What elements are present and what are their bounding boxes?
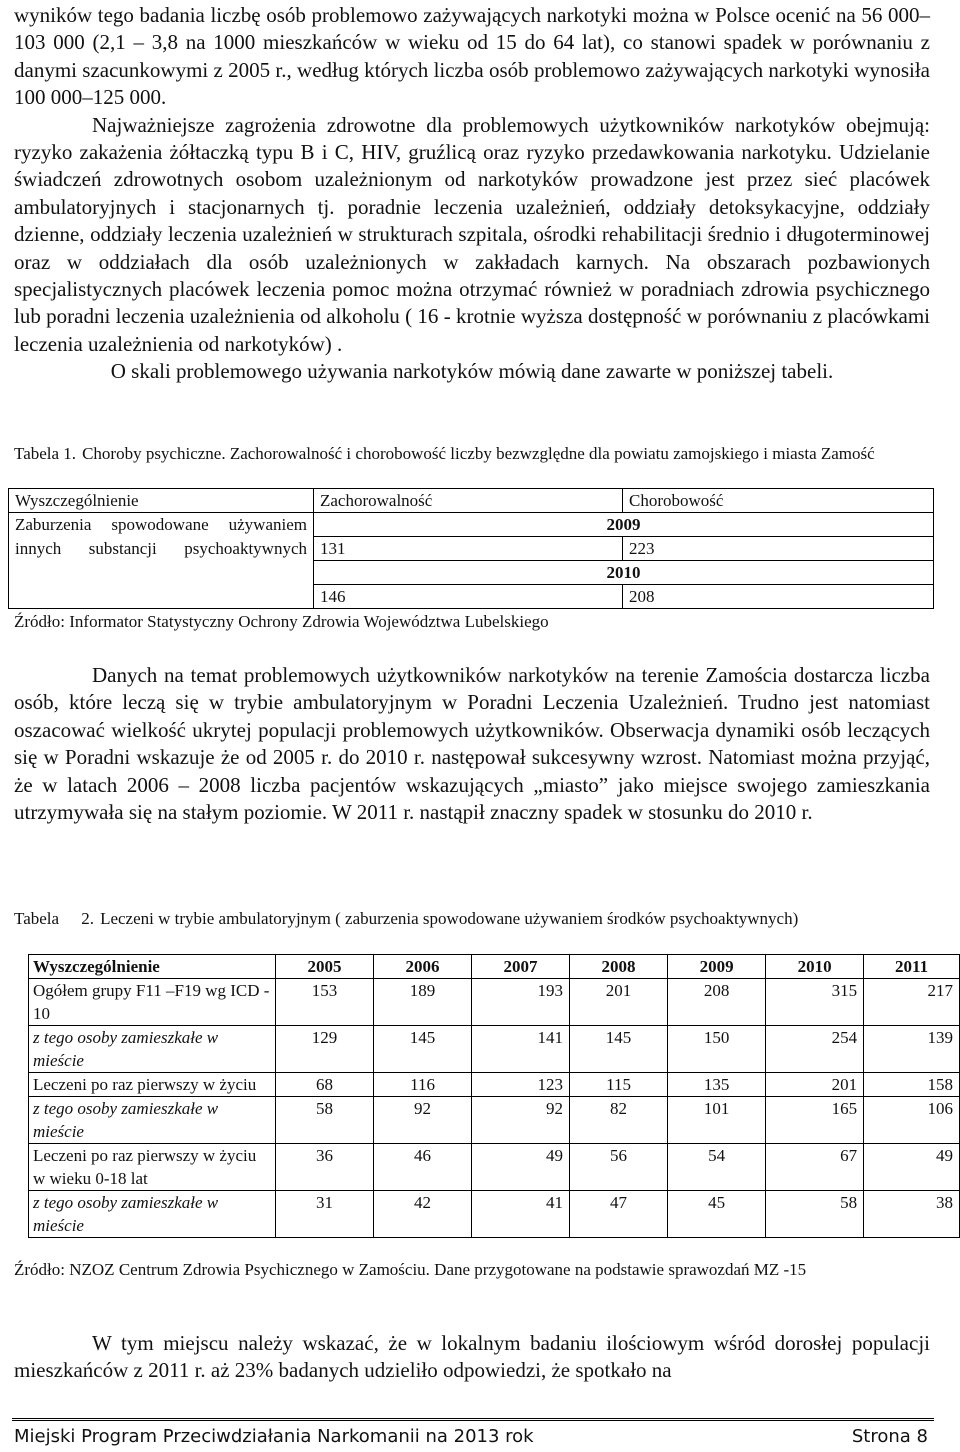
table-row — [29, 1026, 960, 1073]
table-row-label: Leczeni po raz pierwszy w życiu — [29, 1073, 276, 1097]
table-ambulatory-patients — [28, 954, 960, 1238]
paragraph-intro — [14, 2, 930, 386]
table-cell: 150 — [668, 1026, 766, 1073]
table-cell: 92 — [374, 1097, 472, 1144]
table-header-cell: 2007 — [472, 955, 570, 979]
table-cell: 217 — [864, 979, 960, 1026]
table-row-label: z tego osoby zamieszkałe w mieście — [29, 1191, 276, 1238]
table-header-cell: Wyszczególnienie — [9, 489, 314, 513]
table-cell: 92 — [472, 1097, 570, 1144]
table1-caption-label: Tabela 1. — [14, 444, 77, 463]
table-row — [29, 979, 960, 1026]
table-cell: 145 — [374, 1026, 472, 1073]
table-cell: 146 — [314, 585, 623, 609]
table-cell: 38 — [864, 1191, 960, 1238]
table-cell: 67 — [766, 1144, 864, 1191]
table-header-cell: 2005 — [276, 955, 374, 979]
table-cell: 139 — [864, 1026, 960, 1073]
table-cell: 116 — [374, 1073, 472, 1097]
table-cell: 315 — [766, 979, 864, 1026]
table-header-cell: 2008 — [570, 955, 668, 979]
table-cell: 68 — [276, 1073, 374, 1097]
table-year-cell: 2010 — [314, 561, 934, 585]
table-cell: 189 — [374, 979, 472, 1026]
paragraph-local-survey — [14, 1330, 930, 1385]
table-row — [29, 1144, 960, 1191]
table1-caption — [14, 442, 930, 465]
table-cell: 165 — [766, 1097, 864, 1144]
table-cell: 201 — [766, 1073, 864, 1097]
paragraph-text: wyników tego badania liczbę osób problemowo zażywających narkotyki można w Polsce ocenić na 56 000–103 000 (2,1 – 3,8 na 1000 mieszkańców w wieku od 15 do 64 lat), co stanowi spadek w porównaniu z danymi szacunkowymi z 2005 r., według których liczba osób problemowo zażywających narkotyki wynosiła 100 000–125 000. — [14, 3, 930, 110]
table-cell: 115 — [570, 1073, 668, 1097]
table2-caption-text: Leczeni w trybie ambulatoryjnym ( zaburzenia spowodowane używaniem środków psychoaktywnych) — [100, 909, 799, 928]
table-cell: 123 — [472, 1073, 570, 1097]
table-year-cell: 2009 — [314, 513, 934, 537]
footer-page-number: Strona 8 — [851, 1426, 928, 1447]
paragraph-health-risks: Najważniejsze zagrożenia zdrowotne dla problemowych użytkowników narkotyków obejmują: ryzyko zakażenia żółtaczką typu B i C, HIV, gruźlicą oraz ryzyko przedawkowania narkotyku. Udzielanie świadczeń zdrowotnych osobom uzależnionym od narkotyków prowadzone jest przez sieć placówek ambulatoryjnych i stacjonarnych tj. poradnie leczenia uzależnień, oddziały detoksykacyjne, oddziały dzienne, oddziały leczenia uzależnień w strukturach szpitala, ośrodki rehabilitacji średnio i długoterminowej oraz w oddziałach dla osób uzależnionych w zakładach karnych. Na obszarach pozbawionych specjalistycznych placówek leczenia pomoc można otrzymać również w poradniach zdrowia psychicznego lub poradni leczenia uzależnienia od alkoholu ( 16 - krotnie wyższa dostępność w porównaniu z placówkami leczenia uzależnienia od narkotyków) . — [14, 112, 930, 356]
table2-caption — [14, 907, 930, 930]
table-cell: 42 — [374, 1191, 472, 1238]
table-row-label: z tego osoby zamieszkałe w mieście — [29, 1097, 276, 1144]
paragraph-text: W tym miejscu należy wskazać, że w lokalnym badaniu ilościowym wśród dorosłej populacji mieszkańców z 2011 r. aż 23% badanych udzieliło odpowiedzi, że spotkało na — [14, 1331, 930, 1383]
table-row — [9, 513, 934, 537]
table-cell: 36 — [276, 1144, 374, 1191]
table-cell: 101 — [668, 1097, 766, 1144]
table-psychiatric-diseases — [8, 488, 934, 609]
table-cell: 223 — [623, 537, 934, 561]
table-header-cell: Chorobowość — [623, 489, 934, 513]
table-cell: 129 — [276, 1026, 374, 1073]
table-cell: 131 — [314, 537, 623, 561]
table-row — [29, 1073, 960, 1097]
table-cell: 58 — [276, 1097, 374, 1144]
table-cell: 45 — [668, 1191, 766, 1238]
table-cell: 208 — [623, 585, 934, 609]
table-header-row — [9, 489, 934, 513]
table-header-cell: Wyszczególnienie — [29, 955, 276, 979]
table-cell: 41 — [472, 1191, 570, 1238]
paragraph-ambulatory — [14, 662, 930, 826]
table-cell: 158 — [864, 1073, 960, 1097]
paragraph-text: Danych na temat problemowych użytkowników narkotyków na terenie Zamościa dostarcza liczba osób, które leczą się w trybie ambulatoryjnym w Poradni Leczenia Uzależnień. Trudno jest natomiast oszacować wielkość ukrytej populacji problemowych użytkowników. Obserwacja dynamiki osób leczących się w Poradni wskazuje że od 2005 r. do 2010 r. następował sukcesywny wzrost. Natomiast można przyjąć, że w latach 2006 – 2008 liczba pacjentów wskazujących „miasto” jako miejsce swojego zamieszkania utrzymywała się na stałym poziomie. W 2011 r. nastąpił znaczny spadek w stosunku do 2010 r. — [14, 663, 930, 825]
table-cell: 58 — [766, 1191, 864, 1238]
footer-title: Miejski Program Przeciwdziałania Narkomanii na 2013 rok — [14, 1426, 534, 1447]
table2-source: Źródło: NZOZ Centrum Zdrowia Psychicznego w Zamościu. Dane przygotowane na podstawie sprawozdań MZ -15 — [14, 1260, 807, 1279]
table-cell: 145 — [570, 1026, 668, 1073]
table-header-row — [29, 955, 960, 979]
page-footer — [14, 1426, 928, 1447]
table-cell: 49 — [472, 1144, 570, 1191]
table-cell: 201 — [570, 979, 668, 1026]
table-cell: 46 — [374, 1144, 472, 1191]
table2-caption-label: Tabela 2. — [14, 909, 95, 928]
table-cell: 153 — [276, 979, 374, 1026]
table-header-cell: 2010 — [766, 955, 864, 979]
table-row-label: Zaburzenia spowodowane używaniem innych substancji psychoaktywnych — [9, 513, 314, 609]
table-cell: 82 — [570, 1097, 668, 1144]
table1-source: Źródło: Informator Statystyczny Ochrony Zdrowia Województwa Lubelskiego — [14, 612, 549, 631]
table-row-label: z tego osoby zamieszkałe w mieście — [29, 1026, 276, 1073]
table-header-cell: 2011 — [864, 955, 960, 979]
table1-caption-text: Choroby psychiczne. Zachorowalność i chorobowość liczby bezwzględne dla powiatu zamojskiego i miasta Zamość — [82, 444, 875, 463]
table-row — [29, 1097, 960, 1144]
table-cell: 54 — [668, 1144, 766, 1191]
footer-divider — [12, 1418, 934, 1421]
table-cell: 135 — [668, 1073, 766, 1097]
table-row-label: Leczeni po raz pierwszy w życiu w wieku 0-18 lat — [29, 1144, 276, 1191]
table-cell: 106 — [864, 1097, 960, 1144]
table-header-cell: Zachorowalność — [314, 489, 623, 513]
table-cell: 208 — [668, 979, 766, 1026]
table-cell: 193 — [472, 979, 570, 1026]
table-cell: 47 — [570, 1191, 668, 1238]
table-cell: 254 — [766, 1026, 864, 1073]
table-cell: 31 — [276, 1191, 374, 1238]
table-header-cell: 2009 — [668, 955, 766, 979]
table-row — [29, 1191, 960, 1238]
paragraph-table-intro: O skali problemowego używania narkotyków mówią dane zawarte w poniższej tabeli. — [110, 359, 834, 384]
table-cell: 49 — [864, 1144, 960, 1191]
table-header-cell: 2006 — [374, 955, 472, 979]
table-cell: 56 — [570, 1144, 668, 1191]
table-row-label: Ogółem grupy F11 –F19 wg ICD - 10 — [29, 979, 276, 1026]
table-cell: 141 — [472, 1026, 570, 1073]
